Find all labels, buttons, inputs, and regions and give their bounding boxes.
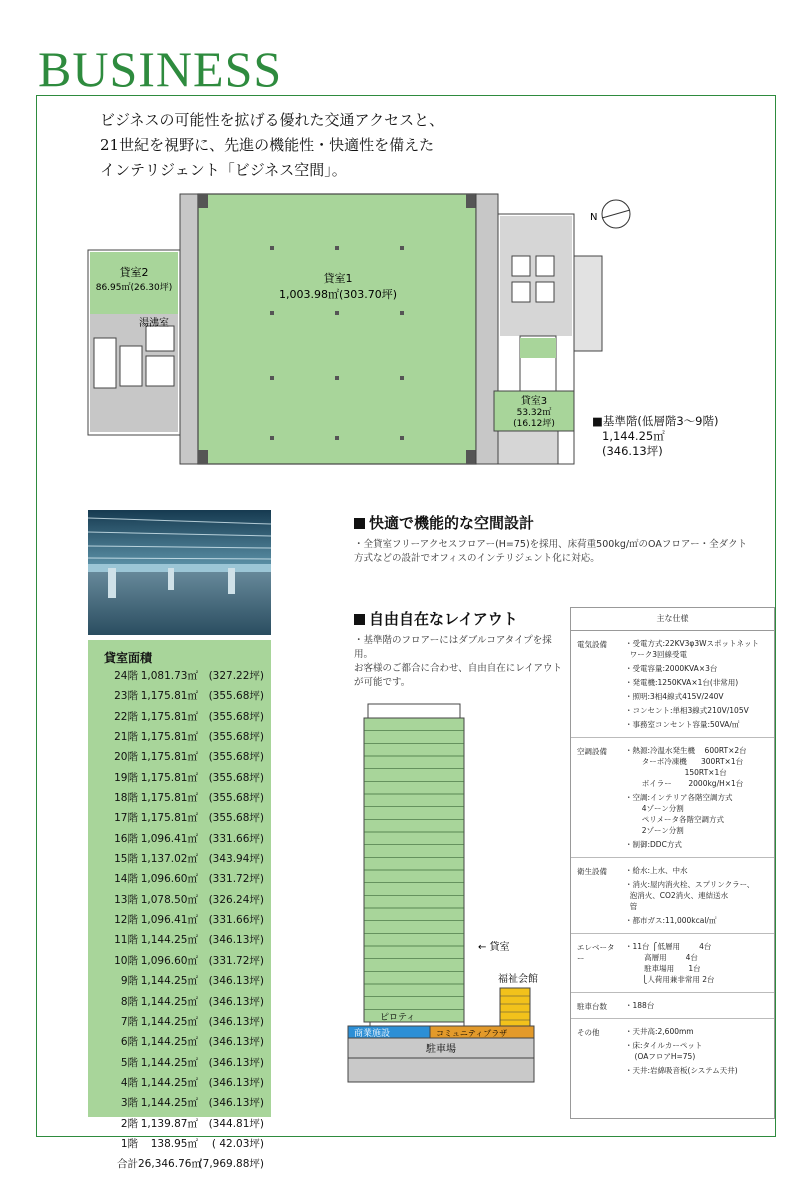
spec-item: ・天井:岩綿吸音板(システム天井) <box>625 1066 738 1075</box>
area-row <box>88 707 271 727</box>
welfare-label: 福祉会館 <box>498 974 538 985</box>
area-floor: 16階 <box>114 832 138 845</box>
room1-area-label: 1,003.98㎡(303.70坪) <box>278 288 398 301</box>
area-m2: 138.95㎡ <box>150 1137 198 1150</box>
spec-row <box>571 738 774 858</box>
area-m2: 1,096.60㎡ <box>140 954 198 967</box>
area-tsubo: (355.68坪) <box>208 731 264 744</box>
area-tsubo: (331.72坪) <box>208 954 264 967</box>
area-tsubo: (346.13坪) <box>208 995 264 1008</box>
room3-area-m2: 53.32㎡ <box>516 408 552 418</box>
area-tsubo: (355.68坪) <box>208 710 264 723</box>
area-row <box>88 829 271 849</box>
area-floor: 1階 <box>120 1137 138 1150</box>
area-floor: 11階 <box>114 934 138 947</box>
area-row <box>88 1154 271 1174</box>
spec-item: ・受電容量:2000KVA×3台 <box>625 664 718 673</box>
room3-name: 貸室3 <box>520 396 548 407</box>
north-label: N <box>590 212 598 223</box>
spec-heading: 主な仕様 <box>571 608 774 631</box>
area-floor: 22階 <box>114 710 138 723</box>
area-m2: 1,175.81㎡ <box>140 792 198 805</box>
spec-item: ・受電方式:22KV3φ3Wスポットネット ワーク3回線受電 <box>625 639 759 659</box>
spec-item: ・給水:上水、中水 <box>625 866 688 875</box>
area-row <box>88 1012 271 1032</box>
area-tsubo: (355.68坪) <box>208 690 264 703</box>
area-m2: 1,175.81㎡ <box>140 751 198 764</box>
area-floor: 19階 <box>114 771 138 784</box>
area-tsubo: (346.13坪) <box>208 934 264 947</box>
area-m2: 1,144.25㎡ <box>140 1056 198 1069</box>
room1-area <box>198 194 476 464</box>
spec-item: ・消火:屋内消火栓、スプリンクラー、 泡消火、CO2消火、連結送水 管 <box>625 880 755 911</box>
area-row <box>88 1093 271 1113</box>
area-tsubo: (355.68坪) <box>208 792 264 805</box>
area-floor: 24階 <box>114 670 138 682</box>
spec-table <box>570 607 775 1119</box>
area-tsubo: (343.94坪) <box>208 853 264 866</box>
area-tsubo: (331.72坪) <box>208 873 264 886</box>
parking-label: 駐車場 <box>426 1044 456 1055</box>
area-m2: 1,139.87㎡ <box>140 1117 198 1130</box>
area-m2: 1,081.73㎡ <box>140 670 198 682</box>
room1-name: 貸室1 <box>323 272 353 285</box>
lead-line: ビジネスの可能性を拡げる優れた交通アクセスと、 <box>100 111 445 129</box>
area-floor: 23階 <box>114 690 138 703</box>
spec-row <box>571 858 774 934</box>
section2-heading: 自由自在なレイアウト <box>354 608 518 629</box>
commercial-label: 商業施設 <box>354 1029 391 1039</box>
area-m2: 1,078.50㎡ <box>140 893 198 906</box>
area-row <box>88 768 271 788</box>
spec-item: ・都市ガス:11,000kcal/㎡ <box>625 916 717 925</box>
area-tsubo: (331.66坪) <box>208 832 264 845</box>
area-m2: 1,096.41㎡ <box>140 914 198 927</box>
area-tsubo: (344.81坪) <box>208 1117 264 1130</box>
area-row <box>88 890 271 910</box>
area-row <box>88 992 271 1012</box>
spec-item: ・事務室コンセント容量:50VA/㎡ <box>625 720 740 729</box>
area-m2: 1,144.25㎡ <box>140 1036 198 1049</box>
room2-area-label: 86.95㎡(26.30坪) <box>95 283 173 293</box>
spec-item: ・天井高:2,600mm <box>625 1027 694 1036</box>
area-tsubo: (346.13坪) <box>208 1056 264 1069</box>
community-label: コミュニティプラザ <box>436 1029 508 1038</box>
section1-text: ・全貸室フリーアクセスフロアー(H=75)を採用、床荷重500kg/㎡のOAフロアー・全ダクト 方式などの設計でオフィスのインテリジェント化に対応。 <box>354 539 748 564</box>
area-row <box>88 910 271 930</box>
spec-category: エレベーター <box>577 943 615 963</box>
area-m2: 1,096.41㎡ <box>140 832 198 845</box>
lead-line: 21世紀を視野に、先進の機能性・快適性を備えた <box>100 136 435 154</box>
spec-category: 衛生設備 <box>577 867 607 876</box>
area-m2: 1,137.02㎡ <box>140 853 198 866</box>
area-floor: 18階 <box>114 792 138 805</box>
standard-floor-tsubo: (346.13坪) <box>602 444 663 458</box>
standard-floor-m2: 1,144.25㎡ <box>602 429 665 443</box>
area-row <box>88 930 271 950</box>
area-m2: 1,096.60㎡ <box>140 873 198 886</box>
kitchen-label: 湯沸室 <box>139 318 169 329</box>
area-floor: 4階 <box>120 1076 138 1089</box>
area-m2: 1,175.81㎡ <box>140 690 198 703</box>
spec-item: ・熱源:冷温水発生機 600RT×2台 ターボ冷凍機 300RT×1台 150RT×1台 ボイラー 2000kg/H×1台 <box>625 746 747 788</box>
area-floor: 7階 <box>120 1015 138 1028</box>
area-tsubo: (327.22坪) <box>208 670 264 682</box>
area-row <box>88 727 271 747</box>
spec-item: ・床:タイルカーペット (OAフロアH=75) <box>625 1041 703 1061</box>
area-floor: 9階 <box>120 975 138 988</box>
spec-category: その他 <box>577 1028 600 1037</box>
area-tsubo: (355.68坪) <box>208 751 264 764</box>
area-floor: 13階 <box>114 893 138 906</box>
area-row <box>88 849 271 869</box>
area-m2: 1,175.81㎡ <box>140 812 198 825</box>
area-tsubo: (346.13坪) <box>208 975 264 988</box>
area-floor: 17階 <box>114 812 138 825</box>
spec-item: ・制御:DDC方式 <box>625 840 682 849</box>
area-row <box>88 666 271 686</box>
area-floor: 8階 <box>120 995 138 1008</box>
area-floor: 合計 <box>117 1158 138 1171</box>
area-floor: 10階 <box>114 954 138 967</box>
area-m2: 1,144.25㎡ <box>140 1015 198 1028</box>
room3-area-tsubo: (16.12坪) <box>513 419 555 429</box>
area-row <box>88 971 271 991</box>
area-row <box>88 1053 271 1073</box>
area-tsubo: (346.13坪) <box>208 1015 264 1028</box>
area-tsubo: ( 42.03坪) <box>211 1137 264 1150</box>
office-interior-photo <box>88 510 271 635</box>
spec-item: ・コンセント:単相3線式210V/105V <box>625 706 749 715</box>
area-tsubo: (346.13坪) <box>208 1097 264 1110</box>
area-floor: 14階 <box>114 873 138 886</box>
area-floor: 12階 <box>114 914 138 927</box>
area-floor: 21階 <box>114 731 138 744</box>
building-section-diagram <box>340 700 565 1090</box>
spec-item: ・照明:3相4線式415V/240V <box>625 692 724 701</box>
area-tsubo: (7,969.88坪) <box>198 1158 264 1171</box>
spec-item: ・11台 ⎧低層用 4台 高層用 4台 駐車場用 1台 ⎩人荷用兼非常用 2台 <box>625 942 715 984</box>
area-row <box>88 869 271 889</box>
area-row <box>88 788 271 808</box>
spec-row <box>571 631 774 738</box>
page-title: BUSINESS <box>38 41 283 97</box>
area-m2: 1,144.25㎡ <box>140 995 198 1008</box>
lead-copy <box>100 108 444 183</box>
spec-row <box>571 993 774 1019</box>
area-row <box>88 1114 271 1134</box>
area-m2: 1,144.25㎡ <box>140 1097 198 1110</box>
section2-text: ・基準階のフロアーにはダブルコアタイプを採用。 お客様のご都合に合わせ、自由自在にレイアウト が可能です。 <box>354 635 562 688</box>
area-floor: 5階 <box>120 1056 138 1069</box>
floor-plan <box>80 186 640 468</box>
area-tsubo: (355.68坪) <box>208 812 264 825</box>
spec-row <box>571 1019 774 1083</box>
area-row <box>88 747 271 767</box>
area-row <box>88 1134 271 1154</box>
area-m2: 26,346.76㎡ <box>138 1158 202 1171</box>
spec-item: ・発電機:1250KVA×1台(非常用) <box>625 678 739 687</box>
area-row <box>88 686 271 706</box>
area-tsubo: (346.13坪) <box>208 1076 264 1089</box>
area-row <box>88 1032 271 1052</box>
area-m2: 1,175.81㎡ <box>140 771 198 784</box>
area-floor: 20階 <box>114 751 138 764</box>
standard-floor-label <box>592 414 718 459</box>
area-table-heading: 貸室面積 <box>104 651 153 665</box>
piloti-label: ピロティ <box>380 1013 416 1023</box>
area-floor: 2階 <box>120 1117 138 1130</box>
area-tsubo: (331.66坪) <box>208 914 264 927</box>
area-m2: 1,144.25㎡ <box>140 975 198 988</box>
standard-floor-title: ■基準階(低層階3〜9階) <box>592 414 719 428</box>
area-m2: 1,144.25㎡ <box>140 934 198 947</box>
section1-heading: 快適で機能的な空間設計 <box>354 512 534 533</box>
area-row <box>88 951 271 971</box>
area-m2: 1,175.81㎡ <box>140 710 198 723</box>
area-m2: 1,144.25㎡ <box>140 1076 198 1089</box>
area-tsubo: (326.24坪) <box>208 893 264 906</box>
spec-category: 電気設備 <box>577 640 607 649</box>
lead-line: インテリジェント「ビジネス空間」。 <box>100 161 347 179</box>
spec-item: ・188台 <box>625 1001 655 1010</box>
office-label: ← 貸室 <box>478 942 510 953</box>
area-floor: 3階 <box>120 1097 138 1110</box>
area-row <box>88 1073 271 1093</box>
area-floor: 6階 <box>120 1036 138 1049</box>
area-row <box>88 808 271 828</box>
spec-item: ・空調:インテリア各階空調方式 4ゾーン分割 ペリメータ各階空調方式 2ゾーン分割 <box>625 793 733 835</box>
rental-area-table <box>88 640 271 1171</box>
spec-row <box>571 934 774 993</box>
area-floor: 15階 <box>114 853 138 866</box>
area-m2: 1,175.81㎡ <box>140 731 198 744</box>
spec-category: 空調設備 <box>577 747 607 756</box>
area-tsubo: (355.68坪) <box>208 771 264 784</box>
room2-name: 貸室2 <box>119 266 149 279</box>
area-tsubo: (346.13坪) <box>208 1036 264 1049</box>
spec-category: 駐車台数 <box>577 1002 607 1011</box>
